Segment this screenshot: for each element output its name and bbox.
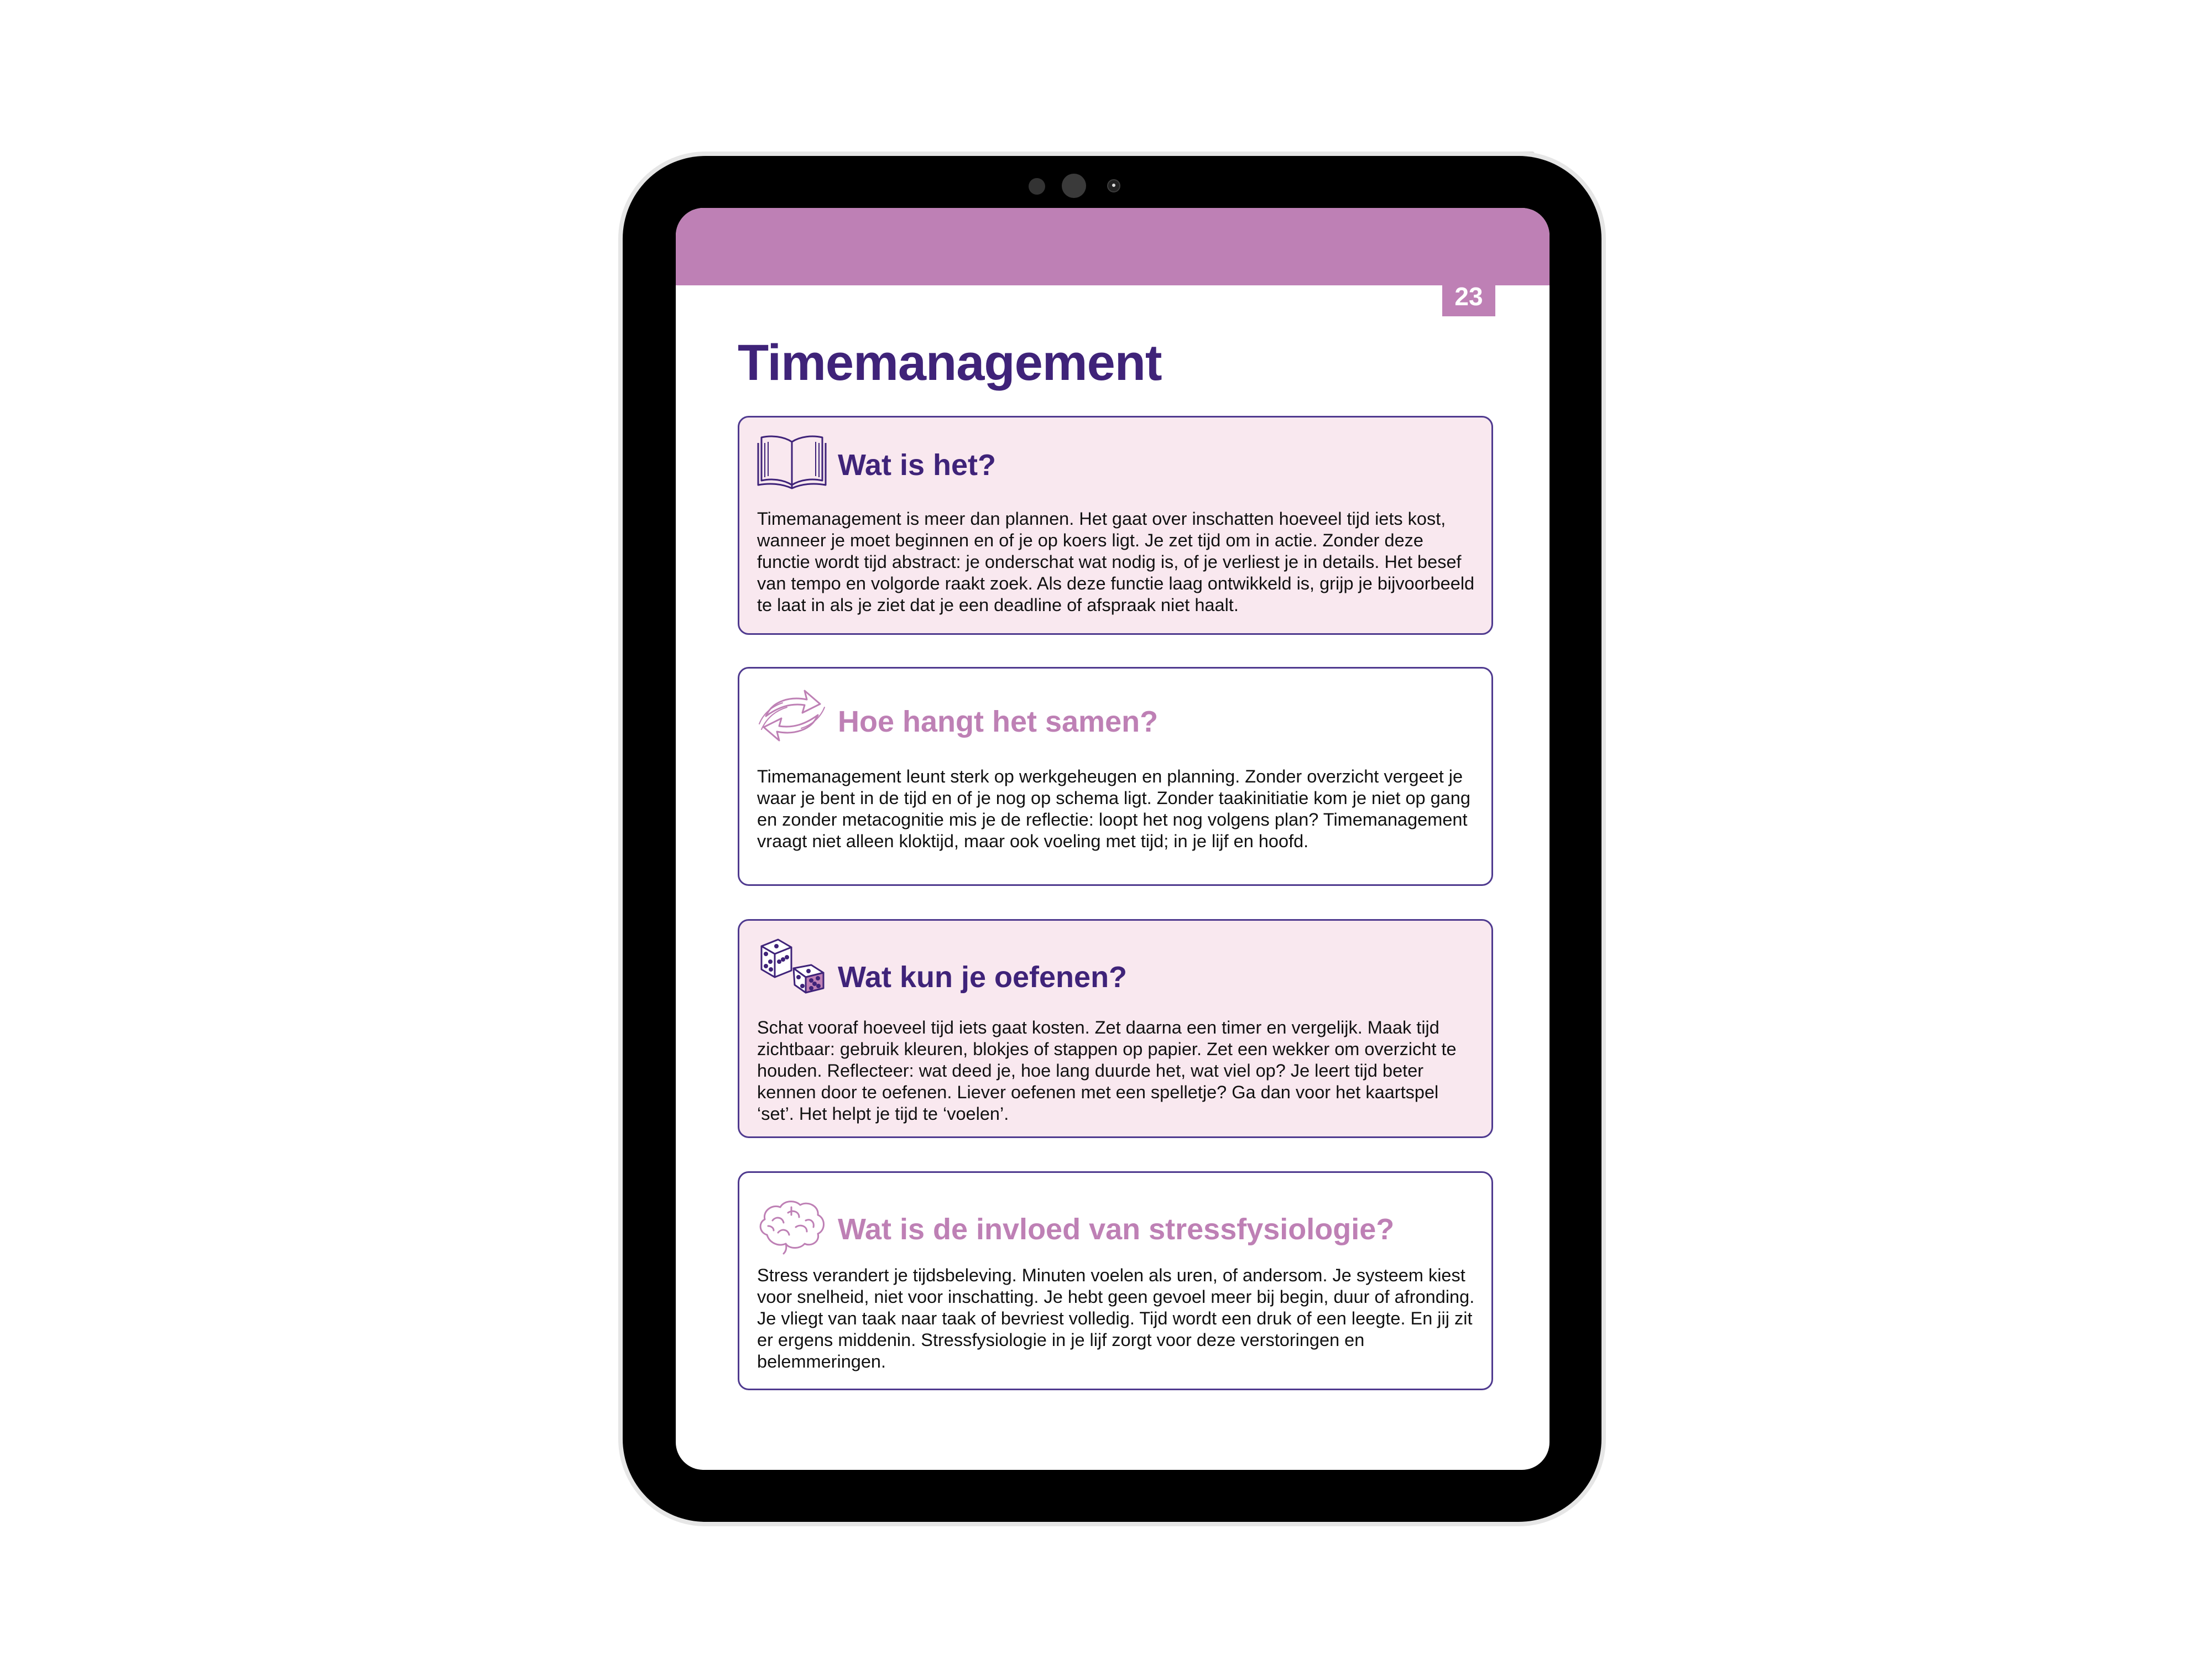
card-heading: Wat kun je oefenen? — [838, 961, 1128, 994]
card-body: Schat vooraf hoeveel tijd iets gaat kosten. Zet daarna een timer en vergelijk. Maak tijd zichtbaar: gebruik kleuren, blokjes of stappen op papier. Zet een wekker om overzicht te houden. Reflecteer: wat deed je, hoe lang duurde het, wat viel op? Je leert tijd beter kennen door te oefenen. Liever oefenen met een spelletje? Ga dan voor het kaartspel ‘set’. Het helpt je tijd te ‘voelen’. — [757, 1018, 1457, 1124]
cycle-arrows-icon — [756, 685, 828, 746]
brain-icon — [756, 1196, 828, 1257]
page-number: 23 — [1442, 269, 1495, 316]
open-book-icon — [756, 430, 828, 491]
info-card-stress — [738, 1171, 1493, 1390]
light-sensor-icon — [1107, 179, 1120, 192]
card-heading: Hoe hangt het samen? — [838, 705, 1159, 738]
info-card-what — [738, 416, 1493, 635]
dice-icon — [756, 935, 828, 996]
card-body: Stress verandert je tijdsbeleving. Minuten voelen als uren, of andersom. Je systeem kiest voor snelheid, niet voor inschatting. Je hebt geen gevoel meer bij begin, duur of afronding. Je vliegt van taak naar taak of bevriest volledig. Tijd wordt een druk of een leegte. En jij zit er ergens middenin. Stressfysiologie in je lijf zorgt voor deze verstoringen en belemmeringen. — [757, 1265, 1475, 1371]
card-heading: Wat is het? — [838, 448, 997, 482]
card-body: Timemanagement is meer dan plannen. Het gaat over inschatten hoeveel tijd iets kost, wanneer je moet beginnen en of je op koers ligt. Je zet tijd om in actie. Zonder deze functie wordt tijd abstract: je onderschat wat nodig is, of je verliest je in details. Het besef van tempo en volgorde raakt zoek. Als deze functie laag ontwikkeld is, grijp je bijvoorbeeld te laat in als je ziet dat je een deadline of afspraak niet haalt. — [757, 509, 1475, 615]
camera-icon — [1062, 174, 1086, 198]
screen — [676, 208, 1550, 1470]
page-title: Timemanagement — [738, 335, 1162, 391]
info-card-practice — [738, 919, 1493, 1138]
card-heading: Wat is de invloed van stressfysiologie? — [838, 1213, 1395, 1246]
sensor-icon — [1029, 178, 1045, 195]
header-band — [676, 208, 1550, 285]
card-body: Timemanagement leunt sterk op werkgeheugen en planning. Zonder overzicht vergeet je waar je bent in de tijd en of je nog op schema ligt. Zonder taakinitiatie kom je niet op gang en zonder metacognitie mis je de reflectie: loopt het nog volgens plan? Timemanagement vraagt niet alleen kloktijd, maar ook voeling met tijd; in je lijf en hoofd. — [757, 766, 1470, 851]
info-card-connection — [738, 667, 1493, 886]
